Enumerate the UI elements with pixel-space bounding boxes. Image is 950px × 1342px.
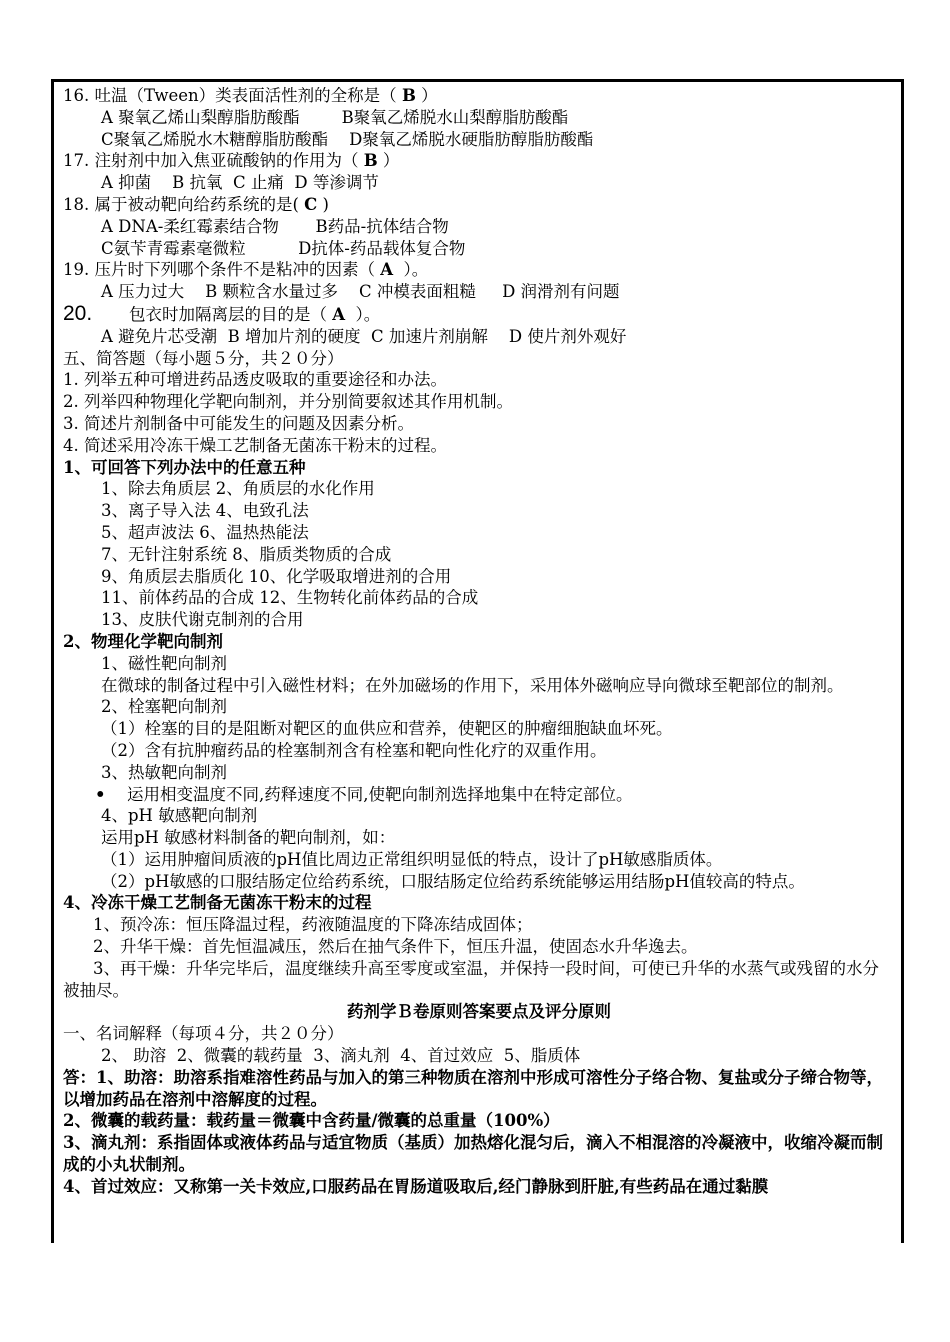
embolic-point-1: （1）栓塞的目的是阻断对靶区的血供应和营养，使靶区的肿瘤细胞缺血坏死。 [101,719,673,739]
section-5-item-2: 2. 列举四种物理化学靶向制剂，并分别简要叙述其作用机制。 [63,392,513,412]
question-19-stem-end: ）。 [393,260,429,280]
question-19-answer: A [380,260,394,280]
ph-title: 4、pH 敏感靶向制剂 [101,806,258,826]
answer-1-line: 5、超声波法 6、温热热能法 [101,522,309,542]
embolic-title: 2、栓塞靶向制剂 [101,697,227,717]
question-16-options-2: C聚氧乙烯脱水木糖醇脂肪酸酯 D聚氧乙烯脱水硬脂肪醇脂肪酸酯 [101,129,594,149]
freeze-step-2: 2、升华干燥：首先恒温减压，然后在抽气条件下，恒压升温，使固态水升华逸去。 [93,937,698,957]
thermo-title: 3、热敏靶向制剂 [101,762,227,782]
thermo-text: 运用相变温度不同,药释速度不同,使靶向制剂选择地集中在特定部位。 [127,784,633,804]
definition-3: 3、滴丸剂：系指固体或液体药品与适宜物质（基质）加热熔化混匀后，滴入不相混溶的冷凝液中，收缩冷凝而制成的小丸状制剂。 [63,1133,883,1175]
embolic-point-2: （2）含有抗肿瘤药品的栓塞制剂含有栓塞和靶向性化疗的双重作用。 [101,740,607,760]
question-17-stem-end: ） [377,151,400,171]
ph-intro: 运用pH 敏感材料制备的靶向制剂，如： [101,828,396,848]
freeze-step-3: 3、再干燥：升华完毕后，温度继续升高至零度或室温，并保持一段时间，可使已升华的水蒸气或残留的水分被抽尽。 [63,958,879,1000]
question-18-stem: 18. 属于被动靶向给药系统的是( [63,194,305,214]
volume-b-title: 药剂学Ｂ卷原则答案要点及评分原则 [347,1002,611,1022]
question-16-answer: B [401,86,416,105]
question-16-stem: 16. 吐温（Tween）类表面活性剂的全称是（ [63,86,402,105]
question-20-options: A 避免片芯受潮 B 增加片剂的硬度 C 加速片剂崩解 D 使片剂外观好 [101,326,627,346]
section-5-item-1: 1. 列举五种可增进药品透皮吸取的重要途径和办法。 [63,370,447,390]
question-20-number: 20. [63,301,93,325]
question-17-stem: 17. 注射剂中加入焦亚硫酸钠的作用为（ [63,151,364,171]
definition-4: 4、首过效应：又称第一关卡效应,口服药品在胃肠道吸取后,经门静脉到肝脏,有些药品在通过黏膜 [63,1176,769,1196]
ph-point-1: （1）运用肿瘤间质液的pH值比周边正常组织明显低的特点，设计了pH敏感脂质体。 [101,849,723,869]
answer-1-line: 9、角质层去脂质化 10、化学吸取增进剂的合用 [101,566,452,586]
magnetic-text: 在微球的制备过程中引入磁性材料；在外加磁场的作用下，采用体外磁响应导向微球至靶部位的制剂。 [101,675,844,695]
freeze-step-1: 1、预冷冻：恒压降温过程，药液随温度的下降冻结成固体； [93,915,533,935]
question-18-options-1: A DNA-柔红霉素结合物 B药品-抗体结合物 [101,216,449,236]
question-19-stem: 19. 压片时下列哪个条件不是粘冲的因素（ [63,260,381,280]
magnetic-title: 1、磁性靶向制剂 [101,653,227,673]
question-16 [63,85,895,107]
definition-2: 2、微囊的载药量：载药量＝微囊中含药量/微囊的总重量（100%） [63,1111,560,1131]
volume-b-section-1-title: 一、名词解释（每项４分，共２０分） [63,1024,344,1044]
section-5-item-3: 3. 简述片剂制备中可能发生的问题及因素分析。 [63,413,414,433]
section-5-title: 五、简答题（每小题５分，共２０分） [63,348,344,368]
question-18-options-2: C氨苄青霉素毫微粒 D抗体-药品载体复合物 [101,238,466,258]
document-content [63,85,895,1198]
definition-1: 答：1、助溶：助溶系指难溶性药品与加入的第三种物质在溶剂中形成可溶性分子络合物、复盐或分子缔合物等，以增加药品在溶剂中溶解度的过程。 [63,1067,883,1109]
answer-2-title: 2、物理化学靶向制剂 [63,631,223,651]
question-20-stem-end: ）。 [345,304,381,324]
question-18 [63,194,895,216]
answer-1-line: 1、除去角质层 2、角质层的水化作用 [101,479,375,499]
answer-1-line: 11、前体药品的合成 12、生物转化前体药品的合成 [101,588,479,608]
question-19-options: A 压力过大 B 颗粒含水量过多 C 冲模表面粗糙 D 润滑剂有问题 [101,282,620,302]
ph-point-2: （2）pH敏感的口服结肠定位给药系统，口服结肠定位给药系统能够运用结肠pH值较高的特点。 [101,871,805,891]
question-16-stem-end: ） [415,86,438,105]
question-17-answer: B [363,151,378,171]
page-frame [51,79,904,1243]
thermo-bullet [63,784,895,806]
question-17 [63,150,895,172]
answer-1-line: 3、离子导入法 4、电致孔法 [101,501,309,521]
question-19 [63,259,895,281]
answer-1-line: 13、皮肤代谢克制剂的合用 [101,610,304,630]
answer-1-title: 1、可回答下列办法中的任意五种 [63,457,306,477]
question-17-options: A 抑菌 B 抗氧 C 止痛 D 等渗调节 [101,173,379,193]
answer-1-line: 7、无针注射系统 8、脂质类物质的合成 [101,544,392,564]
section-5-item-4: 4. 简述采用冷冻干燥工艺制备无菌冻干粉末的过程。 [63,435,447,455]
volume-b-terms: 2、 助溶 2、微囊的载药量 3、滴丸剂 4、首过效应 5、脂质体 [101,1046,581,1066]
question-16-options-1: A 聚氧乙烯山梨醇脂肪酸酯 B聚氧乙烯脱水山梨醇脂肪酸酯 [101,107,569,127]
question-20 [63,303,895,326]
question-20-stem: 包衣时加隔离层的目的是（ [129,304,333,324]
answer-4-title: 4、冷冻干燥工艺制备无菌冻干粉末的过程 [63,893,372,913]
question-20-answer: A [332,304,346,324]
question-18-answer: C [304,194,318,214]
question-18-stem-end: ) [317,194,329,214]
bullet-icon: • [95,784,106,804]
